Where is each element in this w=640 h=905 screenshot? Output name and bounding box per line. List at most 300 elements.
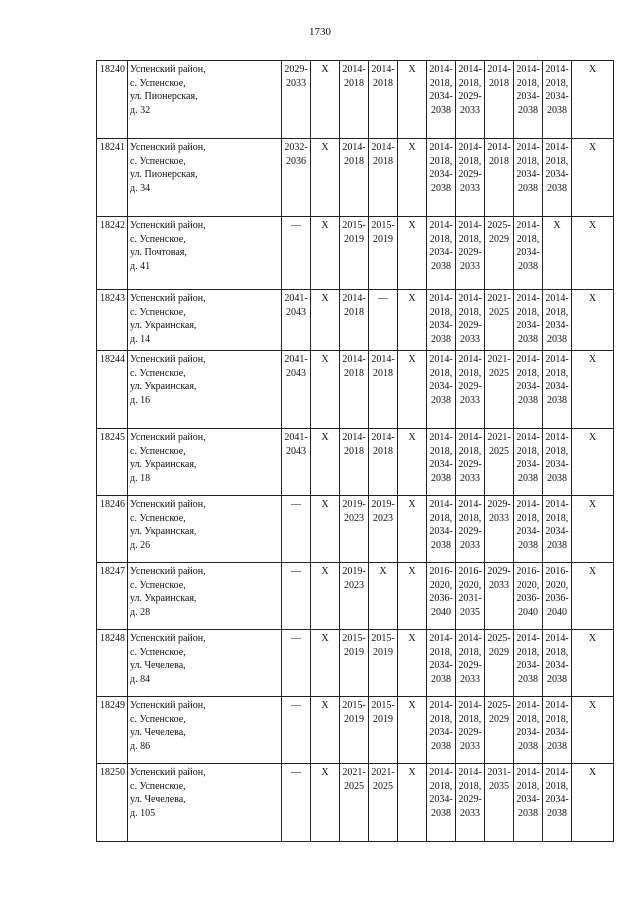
address-line: Успенский район,	[130, 142, 206, 153]
period-cell	[514, 290, 543, 351]
period-line: 2014-	[371, 354, 395, 365]
period-line: 2018,	[429, 306, 453, 318]
period-cell	[572, 697, 614, 764]
period-line: 2014-	[429, 700, 453, 711]
period-line: 2038	[431, 539, 451, 551]
period-line: 2038	[431, 260, 451, 272]
period-line: 2015-	[371, 220, 395, 231]
period-line: 2014-	[458, 767, 482, 778]
period-cell	[369, 217, 398, 290]
period-line: 2043	[286, 445, 306, 457]
period-line: 2018	[373, 367, 393, 379]
period-line: 2014-	[545, 633, 569, 644]
table-row	[97, 496, 614, 563]
period-cell	[398, 217, 427, 290]
period-cell	[572, 429, 614, 496]
period-line: 2019-	[342, 566, 366, 577]
period-cell	[543, 351, 572, 429]
period-line: 2014-	[458, 633, 482, 644]
address-cell	[128, 290, 282, 351]
period-line: —	[291, 633, 301, 644]
address-line: с. Успенское,	[130, 445, 186, 457]
period-line: 2018	[344, 155, 364, 167]
period-line: 2038	[547, 182, 567, 194]
address-line: д. 28	[130, 606, 151, 618]
period-cell	[398, 630, 427, 697]
period-line: 2018	[344, 77, 364, 89]
period-line: X	[408, 700, 416, 711]
period-line: 2021-	[487, 293, 511, 304]
period-line: 2018,	[545, 306, 569, 318]
period-cell	[485, 290, 514, 351]
period-line: 2014-	[371, 432, 395, 443]
period-line: 2014-	[545, 700, 569, 711]
period-line: 2015-	[342, 700, 366, 711]
period-line: 2018	[344, 306, 364, 318]
period-line: 2038	[547, 740, 567, 752]
period-cell	[543, 697, 572, 764]
period-line: 2038	[518, 394, 538, 406]
period-cell	[572, 630, 614, 697]
period-cell	[514, 563, 543, 630]
period-line: 2018,	[429, 512, 453, 524]
period-cell	[543, 217, 572, 290]
period-cell	[572, 764, 614, 842]
table-row	[97, 697, 614, 764]
period-line: 2029	[489, 646, 509, 658]
period-line: 2014-	[545, 432, 569, 443]
period-line: 2018,	[516, 713, 540, 725]
period-cell	[514, 61, 543, 139]
address-line: ул. Пионерская,	[130, 91, 198, 102]
period-cell	[572, 563, 614, 630]
period-cell	[369, 290, 398, 351]
address-line: д. 86	[130, 740, 151, 752]
period-line: 2018	[373, 155, 393, 167]
period-line: 2038	[518, 182, 538, 194]
period-cell	[311, 429, 340, 496]
period-line: 2014-	[429, 293, 453, 304]
period-line: 2014-	[429, 142, 453, 153]
address-line: Успенский район,	[130, 633, 206, 644]
period-line: —	[291, 566, 301, 577]
period-line: X	[588, 767, 597, 778]
period-line: 2018	[489, 155, 509, 167]
period-line: 2014-	[516, 499, 540, 510]
address-line: Успенский район,	[130, 354, 206, 365]
period-cell	[311, 61, 340, 139]
period-line: 2018,	[545, 77, 569, 89]
period-line: 2038	[431, 182, 451, 194]
period-line: 2029-	[487, 566, 511, 577]
period-cell	[398, 429, 427, 496]
period-line: X	[588, 700, 597, 711]
period-line: 2033	[460, 539, 480, 551]
period-line: X	[408, 633, 416, 644]
period-cell	[427, 630, 456, 697]
period-line: 2018,	[429, 367, 453, 379]
period-cell	[572, 217, 614, 290]
period-cell	[456, 351, 485, 429]
period-line: 2033	[460, 182, 480, 194]
period-line: 2019	[344, 233, 364, 245]
period-cell	[456, 764, 485, 842]
address-cell	[128, 351, 282, 429]
period-line: 2014-	[371, 64, 395, 75]
period-line: 2018,	[429, 780, 453, 792]
period-cell	[514, 429, 543, 496]
period-cell	[427, 563, 456, 630]
period-line: 2033	[460, 333, 480, 345]
period-cell	[485, 217, 514, 290]
period-cell	[311, 496, 340, 563]
period-cell	[340, 764, 369, 842]
period-cell	[369, 630, 398, 697]
address-line: ул. Украинская,	[130, 593, 197, 604]
period-line: 2029-	[458, 459, 482, 470]
address-cell	[128, 496, 282, 563]
period-line: 2018,	[545, 780, 569, 792]
period-cell	[369, 697, 398, 764]
period-line: 2023	[373, 512, 393, 524]
period-cell	[398, 697, 427, 764]
table-row	[97, 139, 614, 217]
period-line: 2014-	[545, 142, 569, 153]
table-row	[97, 351, 614, 429]
period-line: X	[588, 566, 597, 577]
period-line: 2014-	[545, 354, 569, 365]
period-line: 2019-	[342, 499, 366, 510]
period-line: X	[588, 293, 597, 304]
period-cell	[311, 290, 340, 351]
period-cell	[398, 139, 427, 217]
period-line: 2018,	[516, 646, 540, 658]
period-line: 2018,	[458, 155, 482, 167]
period-line: 2015-	[342, 633, 366, 644]
period-cell	[485, 61, 514, 139]
period-line: 2034-	[516, 727, 540, 738]
period-line: 2038	[518, 333, 538, 345]
period-cell	[572, 351, 614, 429]
period-line: 2018,	[516, 512, 540, 524]
period-line: 2043	[286, 306, 306, 318]
period-cell	[340, 496, 369, 563]
table-row	[97, 563, 614, 630]
period-cell	[282, 630, 311, 697]
period-cell	[572, 290, 614, 351]
period-line: X	[588, 432, 597, 443]
period-line: 2014-	[429, 64, 453, 75]
period-cell	[543, 61, 572, 139]
address-line: д. 16	[130, 394, 151, 406]
address-line: с. Успенское,	[130, 713, 186, 725]
period-cell	[456, 563, 485, 630]
period-cell	[427, 217, 456, 290]
period-line: 2019-	[371, 499, 395, 510]
period-cell	[456, 290, 485, 351]
address-cell	[128, 139, 282, 217]
period-cell	[485, 429, 514, 496]
period-line: X	[588, 220, 597, 231]
period-cell	[340, 630, 369, 697]
address-line: с. Успенское,	[130, 306, 186, 318]
address-line: с. Успенское,	[130, 646, 186, 658]
period-cell	[427, 496, 456, 563]
period-line: 2038	[547, 807, 567, 819]
period-cell	[369, 563, 398, 630]
address-line: д. 84	[130, 673, 151, 685]
period-line: 2036-	[545, 593, 569, 604]
period-line: 2038	[547, 394, 567, 406]
address-line: Успенский район,	[130, 700, 206, 711]
period-line: 2014-	[458, 354, 482, 365]
period-line: 2033	[489, 512, 509, 524]
period-cell	[311, 217, 340, 290]
period-line: 2034-	[545, 526, 569, 537]
period-cell	[427, 139, 456, 217]
period-line: 2041-	[284, 354, 308, 365]
period-line: 2034-	[545, 727, 569, 738]
table-row	[97, 61, 614, 139]
period-line: 2034-	[516, 526, 540, 537]
period-line: 2034-	[429, 169, 453, 180]
period-cell	[485, 697, 514, 764]
period-line: 2038	[518, 807, 538, 819]
period-cell	[514, 697, 543, 764]
period-line: 2018,	[429, 155, 453, 167]
period-cell	[340, 563, 369, 630]
period-line: 2018	[373, 445, 393, 457]
address-line: ул. Украинская,	[130, 526, 197, 537]
period-line: 2014-	[458, 220, 482, 231]
address-cell	[128, 630, 282, 697]
address-line: ул. Чечелева,	[130, 727, 186, 738]
period-line: 2029-	[458, 660, 482, 671]
period-line: 2018,	[429, 713, 453, 725]
period-line: 2029-	[487, 499, 511, 510]
period-line: X	[321, 354, 329, 365]
period-line: 2019	[344, 646, 364, 658]
period-line: 2034-	[516, 660, 540, 671]
period-line: 2041-	[284, 432, 308, 443]
period-line: 2034-	[429, 459, 453, 470]
period-line: 2018,	[458, 445, 482, 457]
period-line: 2038	[431, 807, 451, 819]
period-cell	[311, 630, 340, 697]
period-line: 2025-	[487, 220, 511, 231]
period-cell	[456, 139, 485, 217]
period-cell	[543, 764, 572, 842]
period-line: 2018,	[458, 306, 482, 318]
period-line: 2040	[518, 606, 538, 618]
period-cell	[369, 139, 398, 217]
period-line: X	[553, 220, 561, 231]
address-line: с. Успенское,	[130, 155, 186, 167]
period-line: X	[588, 633, 597, 644]
period-cell	[485, 496, 514, 563]
period-line: 2014-	[516, 220, 540, 231]
period-line: 2016-	[458, 566, 482, 577]
period-line: 2014-	[545, 499, 569, 510]
period-line: 2029-	[458, 526, 482, 537]
period-line: 2038	[431, 740, 451, 752]
address-line: ул. Украинская,	[130, 381, 197, 392]
period-cell	[369, 61, 398, 139]
period-cell	[427, 61, 456, 139]
period-line: X	[408, 566, 416, 577]
period-line: 2014-	[516, 354, 540, 365]
period-line: 2015-	[371, 633, 395, 644]
period-line: 2034-	[545, 660, 569, 671]
period-cell	[514, 764, 543, 842]
period-cell	[485, 139, 514, 217]
period-line: X	[321, 700, 329, 711]
period-line: 2014-	[545, 293, 569, 304]
period-cell	[282, 351, 311, 429]
period-line: 2034-	[429, 794, 453, 805]
period-line: 2016-	[516, 566, 540, 577]
period-line: 2034-	[429, 660, 453, 671]
period-line: 2033	[460, 673, 480, 685]
period-line: 2038	[518, 539, 538, 551]
period-line: 2029-	[458, 381, 482, 392]
period-cell	[398, 563, 427, 630]
period-line: 2038	[547, 104, 567, 116]
period-line: 2025	[489, 367, 509, 379]
address-line: Успенский район,	[130, 767, 206, 778]
period-line: 2018	[344, 367, 364, 379]
row-number: 18246	[97, 496, 128, 563]
period-line: 2029	[489, 233, 509, 245]
period-cell	[485, 563, 514, 630]
period-line: 2029-	[458, 169, 482, 180]
period-line: 2029-	[284, 64, 308, 75]
period-line: 2014-	[516, 293, 540, 304]
period-line: 2031-	[458, 593, 482, 604]
period-line: X	[379, 566, 387, 577]
address-line: Успенский район,	[130, 220, 206, 231]
period-line: 2014-	[342, 64, 366, 75]
period-line: 2032-	[284, 142, 308, 153]
period-line: 2034-	[516, 459, 540, 470]
address-line: д. 14	[130, 333, 151, 345]
address-cell	[128, 429, 282, 496]
address-line: д. 41	[130, 260, 151, 272]
period-cell	[427, 697, 456, 764]
period-line: 2040	[547, 606, 567, 618]
address-cell	[128, 764, 282, 842]
period-cell	[369, 764, 398, 842]
period-line: 2014-	[342, 293, 366, 304]
period-line: 2034-	[516, 794, 540, 805]
period-line: 2038	[547, 333, 567, 345]
address-line: ул. Украинская,	[130, 459, 197, 470]
period-line: 2018,	[545, 646, 569, 658]
address-line: ул. Чечелева,	[130, 794, 186, 805]
period-line: 2014-	[429, 767, 453, 778]
period-line: 2040	[431, 606, 451, 618]
period-line: 2033	[460, 104, 480, 116]
period-cell	[398, 496, 427, 563]
period-line: 2014-	[458, 432, 482, 443]
period-line: 2014-	[342, 432, 366, 443]
period-line: 2018,	[516, 445, 540, 457]
period-line: 2034-	[545, 320, 569, 331]
period-line: 2038	[518, 472, 538, 484]
period-line: 2018,	[458, 367, 482, 379]
row-number: 18244	[97, 351, 128, 429]
period-line: 2018,	[429, 445, 453, 457]
period-cell	[514, 496, 543, 563]
period-line: 2034-	[429, 247, 453, 258]
period-cell	[282, 429, 311, 496]
period-line: 2018,	[429, 77, 453, 89]
table-row	[97, 630, 614, 697]
period-line: 2018,	[545, 445, 569, 457]
period-line: X	[408, 354, 416, 365]
period-line: 2014-	[342, 142, 366, 153]
period-line: 2014-	[429, 220, 453, 231]
address-line: Успенский район,	[130, 293, 206, 304]
address-line: Успенский район,	[130, 64, 206, 75]
period-line: 2018,	[545, 713, 569, 725]
period-cell	[311, 139, 340, 217]
period-cell	[369, 351, 398, 429]
period-line: 2034-	[516, 320, 540, 331]
period-line: 2033	[460, 807, 480, 819]
period-line: X	[408, 220, 416, 231]
row-number: 18245	[97, 429, 128, 496]
period-line: 2038	[431, 333, 451, 345]
period-line: 2034-	[429, 727, 453, 738]
period-cell	[572, 61, 614, 139]
period-line: —	[378, 293, 388, 304]
period-line: 2033	[489, 579, 509, 591]
row-number: 18247	[97, 563, 128, 630]
period-cell	[543, 429, 572, 496]
period-cell	[398, 61, 427, 139]
period-line: 2034-	[545, 794, 569, 805]
period-line: 2025-	[487, 633, 511, 644]
period-line: 2014-	[458, 499, 482, 510]
period-line: 2034-	[545, 459, 569, 470]
period-line: 2018,	[429, 233, 453, 245]
address-line: с. Успенское,	[130, 780, 186, 792]
period-line: 2014-	[429, 354, 453, 365]
period-cell	[514, 139, 543, 217]
period-line: X	[321, 767, 329, 778]
period-line: 2018	[344, 445, 364, 457]
period-line: 2018,	[458, 780, 482, 792]
period-line: 2014-	[458, 293, 482, 304]
period-line: 2033	[460, 740, 480, 752]
row-number: 18240	[97, 61, 128, 139]
period-line: 2018,	[458, 646, 482, 658]
period-line: 2038	[518, 740, 538, 752]
period-cell	[282, 290, 311, 351]
period-cell	[398, 764, 427, 842]
period-line: 2038	[518, 260, 538, 272]
period-line: 2029	[489, 713, 509, 725]
address-line: ул. Почтовая,	[130, 247, 187, 258]
period-line: 2018,	[516, 233, 540, 245]
period-line: 2018,	[516, 77, 540, 89]
period-line: 2019	[344, 713, 364, 725]
period-line: —	[291, 767, 301, 778]
period-line: X	[321, 64, 329, 75]
row-number: 18242	[97, 217, 128, 290]
period-line: 2018,	[516, 155, 540, 167]
